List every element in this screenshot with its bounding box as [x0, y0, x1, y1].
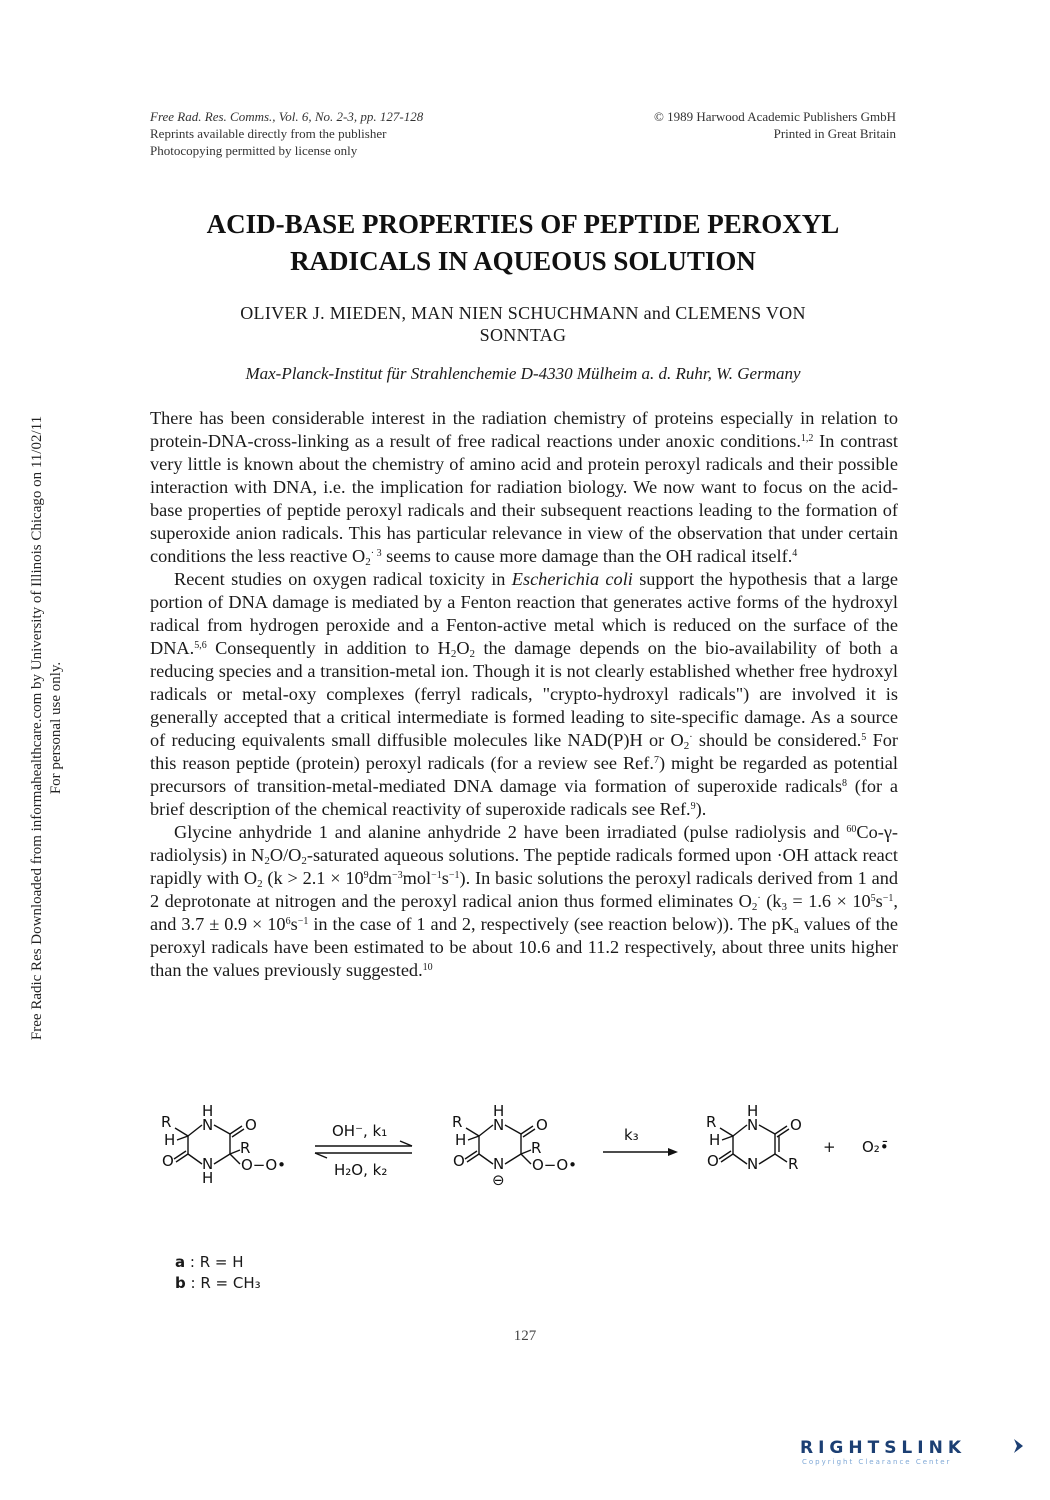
copyright-note: © 1989 Harwood Academic Publishers GmbH [653, 109, 896, 124]
scheme-atom-o: O [453, 1152, 465, 1170]
scheme-atom-h: H [493, 1102, 505, 1120]
download-watermark [28, 408, 66, 1048]
scheme-atom-r: R [788, 1155, 799, 1173]
scheme-atom-n: N [747, 1155, 759, 1173]
running-header-right [600, 108, 896, 142]
paragraph-1: There has been considerable interest in the radiation chemistry of proteins especially in relation to protein-DNA-cross-linking as a result of free radical reactions under anoxic conditions.$^{1,2}$ In contrast very little is known about the chemistry of amino acid and protein peroxyl radicals and their possible interaction with DNA, i.e. the implication for radiation biology. We now want to focus on the acid-base properties of peptide peroxyl radicals and their subsequent reactions leading to the formation of superoxide anion radicals. This has particular relevance in view of the observation that under certain conditions the less reactive $O_2^{\cdot 3}$ seems to cause more damage than the OH radical itself.$^4$ [150, 408, 898, 568]
printed-note: Printed in Great Britain [773, 126, 896, 141]
paragraph-2: Recent studies on oxygen radical toxicity in Escherichia coli support the hypothesis that a large portion of DNA damage is mediated by a Fenton reaction that generates active forms of the hydroxyl radical from hydrogen peroxide and a Fenton-active metal which is reduced on the surface of the DNA.$^{5,6}$ Consequently in addition to $H_2O_2$ the damage depends on the bio-availability of both a reducing species and a transition-metal ion. Though it is not clearly established whether free hydroxyl radicals or metal-oxy complexes (ferryl radicals, "crypto-hydroxyl radicals") are involved it is generally accepted that a critical intermediate is formed leading to site-specific damage. As a source of reducing equivalents small diffusible molecules like NAD(P)H or $O_2^\cdot$ should be considered.$^5$ For this reason peptide (protein) peroxyl radicals (for a review see Ref.$^7$) might be regarded as potential precursors of transition-metal-mediated DNA damage via formation of superoxide radicals$^8$ (for a brief description of the chemical reactivity of superoxide radicals see Ref.$^9$). [150, 569, 899, 819]
rightslink-subtitle: Copyright Clearance Center [802, 1458, 952, 1466]
equilibrium-arrows [315, 1122, 412, 1179]
author-list [150, 302, 896, 346]
scheme-atom-o: O [162, 1152, 174, 1170]
scheme-atom-r: R [161, 1113, 172, 1131]
scheme-atom-o: O [245, 1116, 257, 1134]
k3-label: k₃ [624, 1126, 639, 1144]
compound-key-a: a : R = H [175, 1253, 244, 1271]
reaction-scheme [150, 1100, 910, 1210]
scheme-atom-o: O [536, 1116, 548, 1134]
scheme-atom-h: H [202, 1169, 214, 1187]
scheme-atom-h: H [164, 1131, 176, 1149]
compound-key-b: b : R = CH₃ [175, 1274, 261, 1292]
photocopy-note: Photocopying permitted by license only [150, 143, 358, 158]
scheme-atom-h: H [747, 1102, 759, 1120]
running-header-left [150, 108, 423, 159]
reverse-conditions: H₂O, k₂ [334, 1161, 388, 1179]
journal-citation: Free Rad. Res. Comms., Vol. 6, No. 2-3, pp. 127-128 [150, 109, 424, 124]
scheme-atom-n: N [747, 1116, 759, 1134]
watermark-line-2: For personal use only. [48, 661, 64, 795]
molecule-product [706, 1102, 802, 1173]
molecule-radical-anion [452, 1102, 577, 1189]
body-text [150, 407, 898, 982]
affiliation: Max-Planck-Institut für Strahlenchemie D-4330 Mülheim a. d. Ruhr, W. Germany [245, 364, 801, 383]
title-line-1: ACID-BASE PROPERTIES OF PEPTIDE PEROXYL [206, 209, 840, 239]
elimination-arrow [603, 1126, 678, 1156]
rightslink-chevron-icon [1014, 1439, 1023, 1453]
scheme-negative-charge: ⊖ [492, 1171, 505, 1189]
rightslink-logo [800, 1433, 1030, 1467]
forward-conditions: OH⁻, k₁ [332, 1122, 388, 1140]
rightslink-wordmark: RIGHTSLINK [800, 1438, 966, 1458]
paper-title [150, 206, 896, 280]
paragraph-3: Glycine anhydride 1 and alanine anhydride 2 have been irradiated (pulse radiolysis and $^{60}$Co-γ-radiolysis) in $N_2O/O_2$-saturated aqueous solutions. The peptide radicals formed upon ·OH attack react rapidly with $O_2$ $(k > 2.1 \times 10^9dm^{-3}mol^{-1}s^{-1})$. In basic solutions the peroxyl radicals derived from 1 and 2 deprotonate at nitrogen and the peroxyl radical anion thus formed eliminates $O_2^\cdot$ ($k_3 = 1.6 \times 10^5s^{-1}$, and $3.7 \pm 0.9 \times 10^6s^{-1}$ in the case of 1 and 2, respectively (see reaction below)). The $pK_a$ values of the peroxyl radicals have been estimated to be about 10.6 and 11.2 respectively, about three units higher than the values previously suggested.$^{10}$ [150, 822, 898, 980]
authors-line-2: SONNTAG [479, 325, 567, 345]
scheme-atom-r: R [531, 1139, 542, 1157]
scheme-atom-n: N [493, 1155, 505, 1173]
scheme-atom-r: R [706, 1113, 717, 1131]
scheme-atom-n: N [202, 1155, 214, 1173]
scheme-atom-r: R [452, 1113, 463, 1131]
scheme-atom-h: H [202, 1102, 214, 1120]
scheme-peroxyl-oo: O−O• [532, 1156, 578, 1174]
scheme-atom-r: R [240, 1139, 251, 1157]
reprints-note: Reprints available directly from the publisher [150, 126, 387, 141]
scheme-atom-h: H [455, 1131, 467, 1149]
molecule-peroxyl-radical [161, 1102, 286, 1187]
scheme-atom-o: O [790, 1116, 802, 1134]
scheme-atom-n: N [202, 1116, 214, 1134]
scheme-peroxyl-oo: O−O• [241, 1156, 287, 1174]
scheme-superoxide: O₂•̄ [862, 1138, 889, 1156]
watermark-line-1: Free Radic Res Downloaded from informahealthcare.com by University of Illinois Chicago on 11/02/11 [29, 415, 45, 1041]
scheme-atom-n: N [493, 1116, 505, 1134]
scheme-plus: + [823, 1138, 836, 1156]
compound-key [175, 1252, 261, 1294]
scheme-atom-h: H [709, 1131, 721, 1149]
title-line-2: RADICALS IN AQUEOUS SOLUTION [290, 246, 756, 276]
authors-line-1: OLIVER J. MIEDEN, MAN NIEN SCHUCHMANN and CLEMENS VON [240, 303, 806, 323]
page-number: 127 [513, 1328, 537, 1344]
scheme-atom-o: O [707, 1152, 719, 1170]
